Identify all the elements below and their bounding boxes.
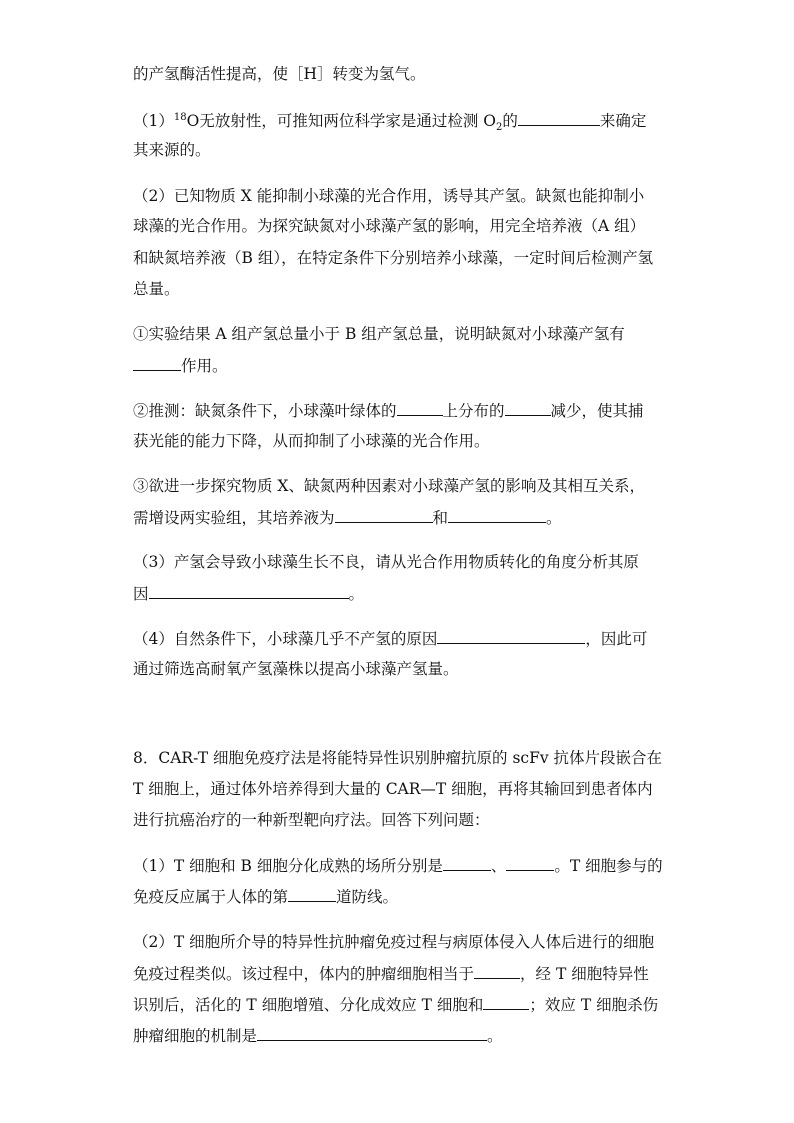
q7-part3-line1: （3）产氢会导致小球藻生长不良，请从光合作用物质转化的角度分析其原 xyxy=(133,553,639,571)
q7-part2-line1: （2）已知物质 X 能抑制小球藻的光合作用，诱导其产氢。缺氮也能抑制小 xyxy=(133,187,645,205)
q7-sub1-line2: 作用。 xyxy=(133,355,228,376)
q8-part2-line1: （2）T 细胞所介导的特异性抗肿瘤免疫过程与病原体侵入人体后进行的细胞 xyxy=(133,933,655,951)
answer-blank[interactable] xyxy=(474,963,520,979)
q8-part2-line3: 识别后，活化的 T 细胞增殖、分化成效应 T 细胞和 ；效应 T 细胞杀伤 xyxy=(133,996,659,1014)
answer-blank[interactable] xyxy=(448,507,546,523)
answer-blank[interactable] xyxy=(437,628,585,644)
answer-blank[interactable] xyxy=(506,855,554,871)
answer-blank[interactable] xyxy=(505,400,551,416)
answer-blank[interactable] xyxy=(397,400,443,416)
q8-part2-line2: 免疫过程类似。该过程中，体内的肿瘤细胞相当于 ，经 T 细胞特异性 xyxy=(133,965,649,983)
q7-part2-line3: 和缺氮培养液（B 组），在特定条件下分别培养小球藻，一定时间后检测产氢 xyxy=(133,249,654,267)
q8-stem-line3: 进行抗癌治疗的一种新型靶向疗法。回答下列问题： xyxy=(133,811,490,829)
q7-part1-line1: $(1)^{18}O$无放射性，可推知两位科学家是通过检测 $O_2$的 来确定 xyxy=(133,111,647,134)
q8-part2-line4: 肿瘤细胞的机制是 。 xyxy=(133,1027,503,1045)
answer-blank[interactable] xyxy=(483,994,529,1010)
q7-part1-line2: 其来源的。 xyxy=(133,141,211,159)
answer-blank[interactable] xyxy=(133,355,181,371)
q7-sub2-line2: 获光能的能力下降，从而抑制了小球藻的光合作用。 xyxy=(133,432,490,450)
answer-blank[interactable] xyxy=(288,886,336,902)
q7-part4-line2: 通过筛选高耐氧产氢藻株以提高小球藻产氢量。 xyxy=(133,660,459,678)
answer-blank[interactable] xyxy=(149,583,349,599)
q7-sub1-line1: ①实验结果 A 组产氢总量小于 B 组产氢总量，说明缺氮对小球藻产氢有 xyxy=(133,325,625,343)
answer-blank[interactable] xyxy=(518,110,600,126)
q7-part2-line2: 球藻的光合作用。为探究缺氮对小球藻产氢的影响，用完全培养液（A 组） xyxy=(133,217,646,235)
q8-stem-line1: 8．CAR-T 细胞免疫疗法是将能特异性识别肿瘤抗原的 scFv 抗体片段嵌合在 xyxy=(133,749,663,767)
q7-sub2-line1: ②推测：缺氮条件下，小球藻叶绿体的 上分布的 减少，使其捕 xyxy=(133,402,644,420)
q7-intro-end: 的产氢酶活性提高，使［H］转变为氢气。 xyxy=(133,65,426,83)
answer-blank[interactable] xyxy=(443,855,491,871)
q8-stem-line2: T 细胞上，通过体外培养得到大量的 CAR—T 细胞，再将其输回到患者体内 xyxy=(133,780,653,798)
q7-sub3-line1: ③欲进一步探究物质 X、缺氮两种因素对小球藻产氢的影响及其相互关系， xyxy=(133,477,645,495)
q8-part1-line2: 免疫反应属于人体的第 道防线。 xyxy=(133,888,399,906)
q7-part3-line2: 因 。 xyxy=(133,585,365,603)
q7-part2-line4: 总量。 xyxy=(133,280,180,298)
answer-blank[interactable] xyxy=(257,1025,487,1041)
q7-part4-line1: （4）自然条件下，小球藻几乎不产氢的原因 ，因此可 xyxy=(133,630,648,648)
q8-part1-line1: （1）T 细胞和 B 细胞分化成熟的场所分别是 、 。T 细胞参与的 xyxy=(133,857,663,875)
answer-blank[interactable] xyxy=(335,507,433,523)
q7-sub3-line2: 需增设两实验组，其培养液为 和 。 xyxy=(133,509,562,527)
